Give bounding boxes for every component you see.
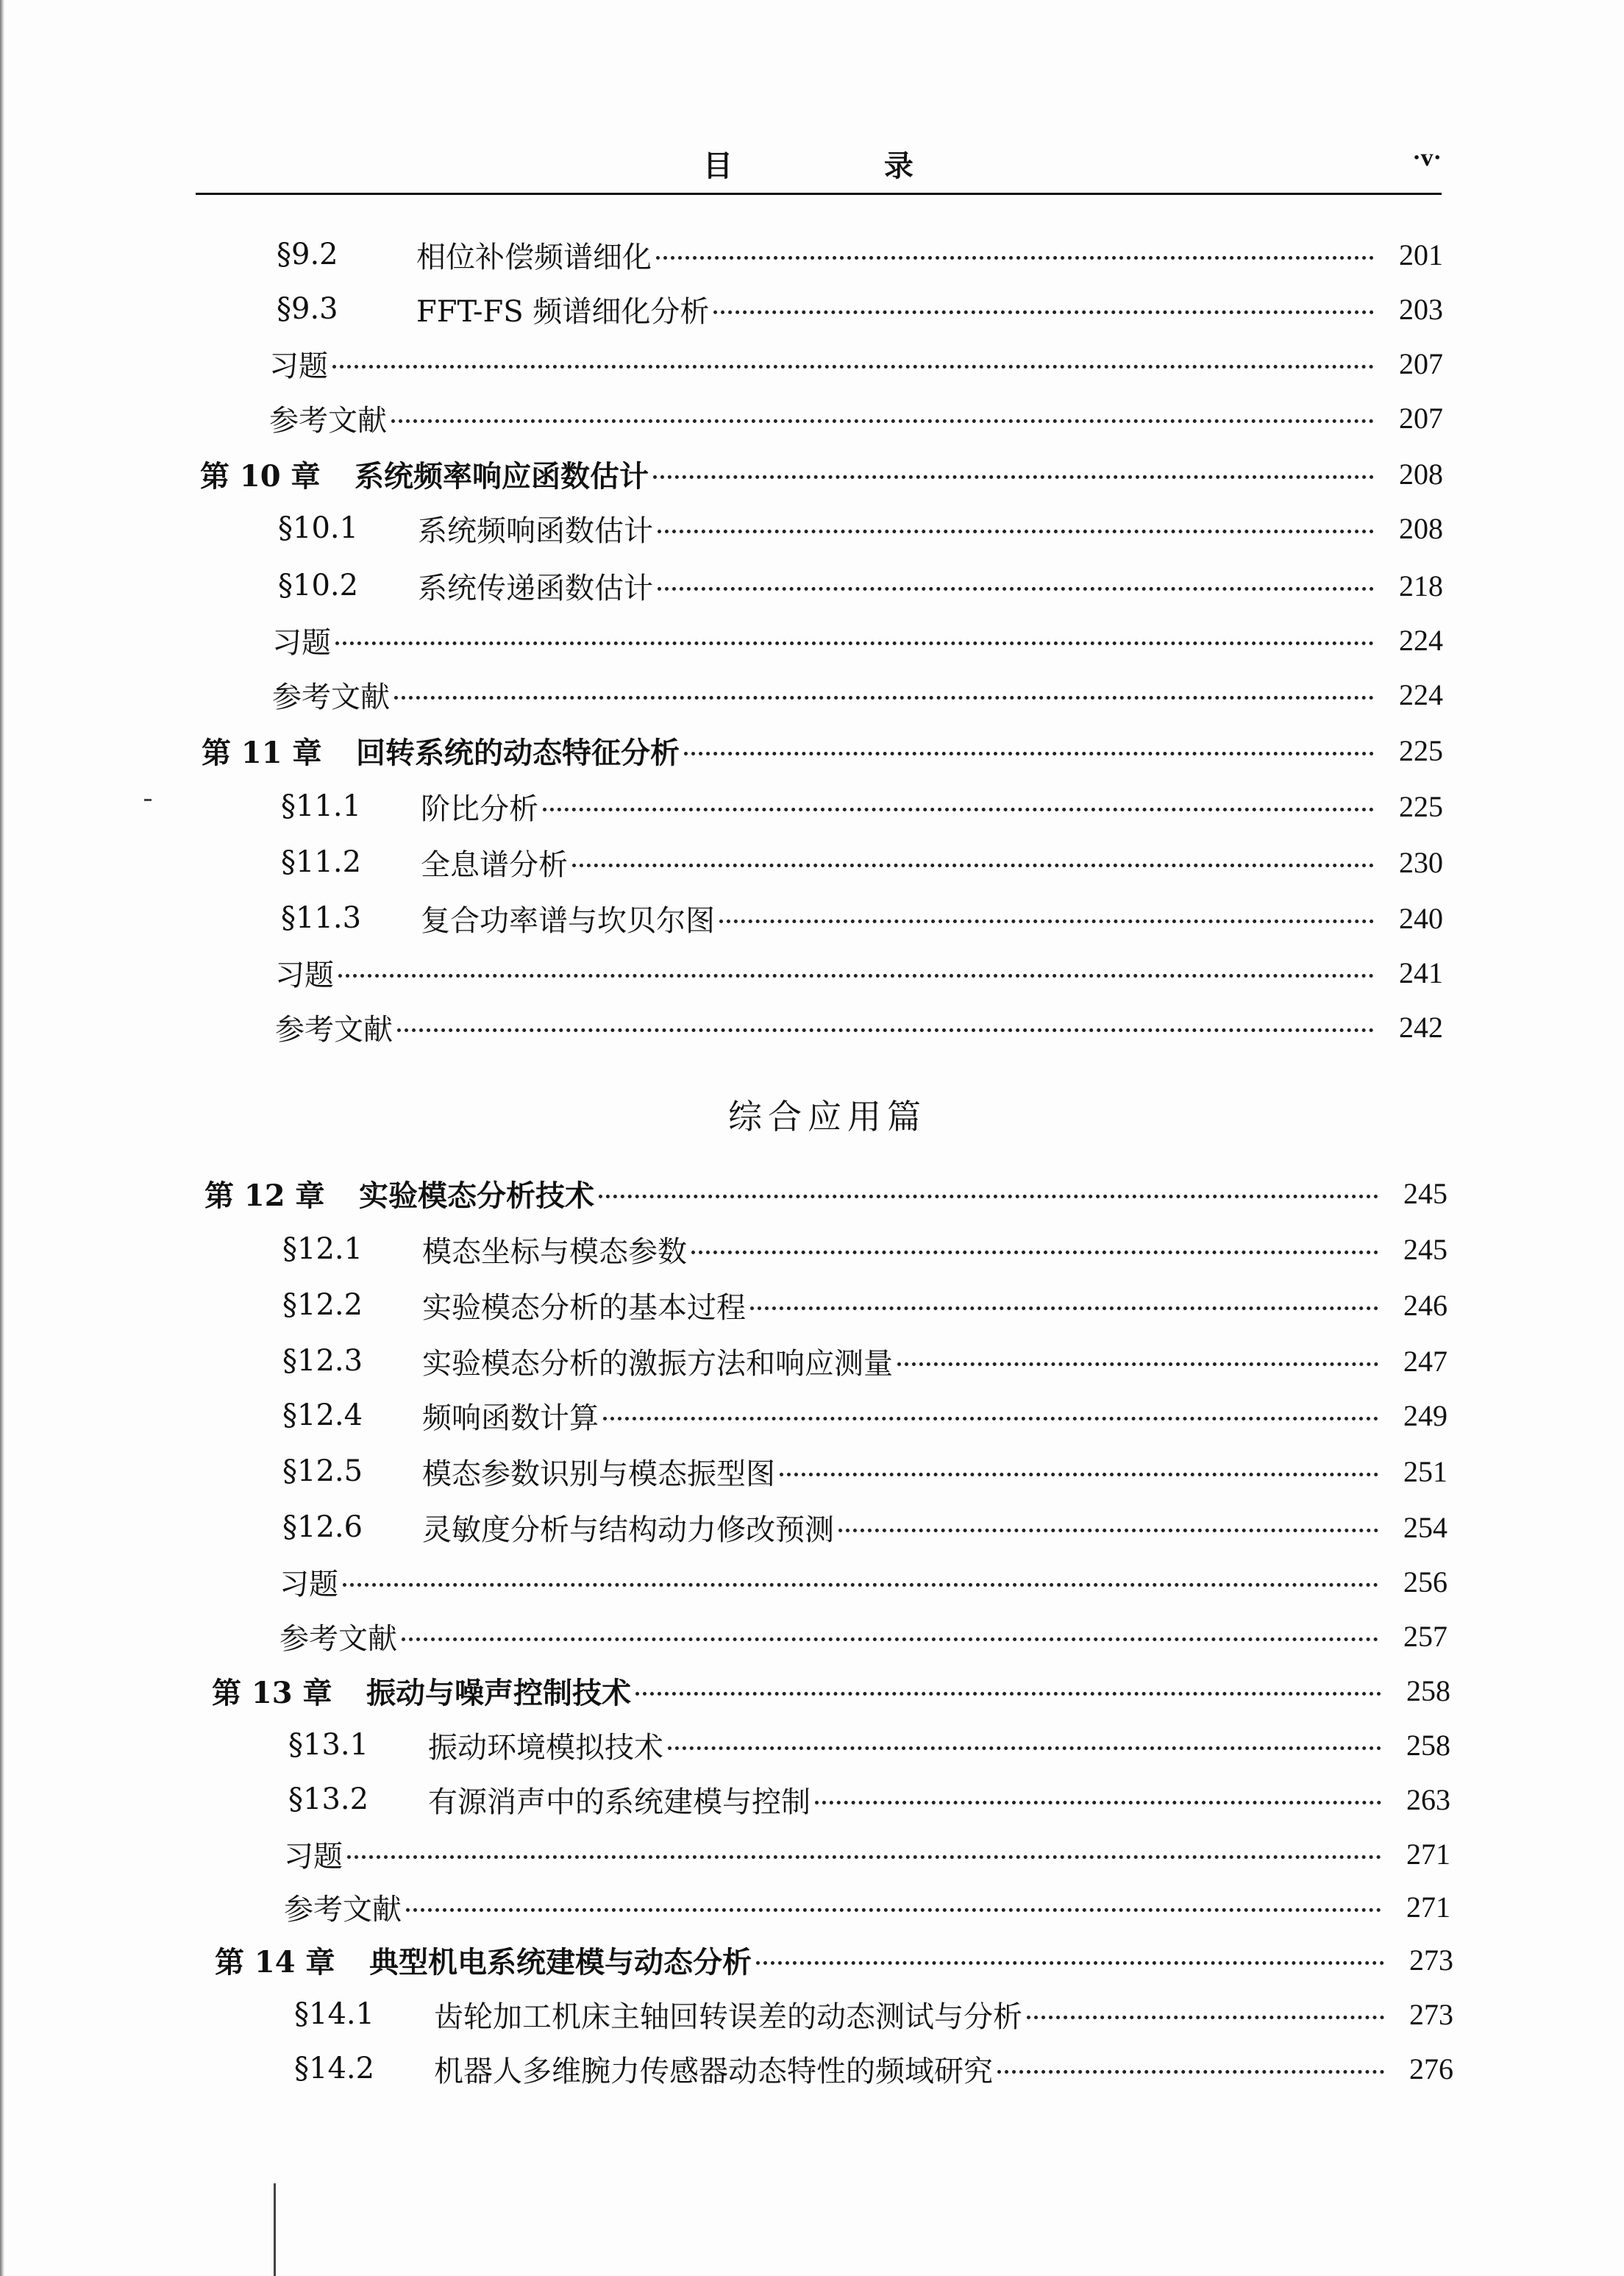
part-title: 综合应用篇 [728, 1097, 927, 1137]
toc-entry-label [282, 1395, 599, 1437]
section-title: 复合功率谱与坎贝尔图 [421, 903, 715, 938]
toc-entry-misc [284, 1885, 1450, 1929]
section-title: 相位补偿频谱细化 [416, 240, 652, 274]
page-left-edge-shadow [0, 0, 4, 2276]
dot-leader [684, 752, 1374, 755]
toc-entry-sec [282, 1449, 1447, 1493]
page-number: 241 [1399, 956, 1443, 989]
toc-entry-label [281, 897, 715, 939]
toc-entry-sec [294, 1992, 1453, 2036]
toc-entry-sec [282, 1339, 1447, 1383]
toc-entry-sec [288, 1723, 1450, 1767]
chapter-number: 第 10 章 [200, 458, 321, 494]
section-number: §12.2 [282, 1288, 363, 1322]
section-title: 全息谱分析 [421, 847, 568, 882]
misc-title: 参考文献 [284, 1892, 402, 1927]
section-number: §13.1 [288, 1728, 369, 1762]
page-number: 257 [1403, 1619, 1447, 1653]
section-title: 频响函数计算 [422, 1401, 599, 1435]
toc-entry-misc [275, 950, 1443, 995]
toc-entry-sec [277, 232, 1443, 277]
toc-entry-misc [275, 1005, 1443, 1049]
toc-entry-label [282, 1451, 775, 1493]
section-title: 实验模态分析的基本过程 [422, 1290, 746, 1325]
section-number: §9.3 [277, 292, 338, 326]
toc-entry-sec [282, 1393, 1447, 1437]
dot-leader [635, 1692, 1381, 1696]
toc-entry-label [277, 288, 709, 330]
dot-leader [668, 1746, 1381, 1750]
dot-leader [897, 1362, 1378, 1366]
dot-leader [713, 310, 1374, 314]
section-number: §13.2 [288, 1782, 369, 1816]
section-number: §14.1 [294, 1997, 375, 2031]
toc-entry-misc [269, 341, 1443, 385]
toc-entry-chap [200, 452, 1443, 496]
section-title: FFT-FS 频谱细化分析 [416, 294, 710, 329]
dot-leader [599, 1195, 1378, 1198]
toc-entry-sec [282, 1283, 1447, 1327]
dot-leader [338, 974, 1374, 978]
toc-entry-label [202, 730, 680, 772]
toc-entry-label [282, 1284, 746, 1326]
chapter-number: 第 12 章 [204, 1178, 325, 1213]
section-number: §12.5 [282, 1454, 363, 1488]
page-number: 245 [1403, 1176, 1447, 1210]
toc-entry-label [269, 343, 328, 385]
toc-entry-label [200, 453, 649, 495]
toc-entry-sec [277, 287, 1443, 331]
page-number: 225 [1399, 789, 1443, 823]
misc-title: 参考文献 [275, 1012, 393, 1047]
section-title: 机器人多维腕力传感器动态特性的频域研究 [434, 2054, 993, 2088]
toc-entry-chap [215, 1938, 1453, 1982]
section-number: §11.2 [281, 845, 362, 879]
toc-entry-misc [279, 1614, 1447, 1658]
toc-entry-label [282, 1228, 687, 1270]
section-title: 灵敏度分析与结构动力修改预测 [422, 1512, 834, 1547]
dot-leader [543, 808, 1374, 811]
dot-leader [815, 1801, 1381, 1804]
header-page-numeral: ·v· [1412, 144, 1442, 171]
toc-entry-label [282, 1507, 834, 1548]
page-number: 207 [1399, 401, 1443, 435]
dot-leader [719, 920, 1374, 923]
misc-title: 习题 [275, 958, 334, 992]
page-number: 207 [1399, 346, 1443, 380]
toc-entry-sec [282, 1505, 1447, 1549]
dot-leader [658, 530, 1374, 533]
page-number: 271 [1406, 1890, 1450, 1924]
toc-entry-sec [288, 1777, 1450, 1821]
dot-leader [656, 256, 1374, 260]
chapter-title: 振动与噪声控制技术 [366, 1675, 631, 1710]
running-header [196, 137, 1442, 188]
page-number: 273 [1409, 1997, 1453, 2031]
toc-entry-label [281, 842, 568, 883]
toc-entry-label [288, 1724, 663, 1766]
page-number: 263 [1406, 1782, 1450, 1816]
toc-entry-misc [279, 1560, 1447, 1604]
page-number: 224 [1399, 623, 1443, 657]
toc-entry-sec [281, 840, 1443, 884]
page-number: 240 [1399, 901, 1443, 935]
page-number: 249 [1403, 1398, 1447, 1432]
dot-leader [397, 1028, 1374, 1032]
dot-leader [332, 365, 1374, 369]
header-title: 目 录 [703, 149, 984, 183]
toc-entry-sec [278, 506, 1443, 550]
toc-entry-misc [272, 618, 1443, 662]
toc-entry-label [284, 1833, 343, 1875]
page-number: 258 [1406, 1674, 1450, 1707]
toc-entry-sec [278, 563, 1443, 608]
toc-entry-label [288, 1779, 811, 1821]
page-number: 251 [1403, 1454, 1447, 1488]
section-number: §11.1 [281, 789, 362, 823]
dot-leader [343, 1583, 1378, 1587]
dot-leader [691, 1251, 1378, 1254]
section-title: 系统频响函数估计 [418, 513, 653, 548]
toc-entry-misc [284, 1832, 1450, 1876]
section-number: §10.1 [278, 511, 359, 545]
page-number: 208 [1399, 511, 1443, 545]
page-number: 254 [1403, 1510, 1447, 1544]
toc-entry-label [275, 952, 334, 994]
dot-leader [658, 587, 1374, 591]
section-title: 模态坐标与模态参数 [422, 1234, 687, 1269]
dot-leader [394, 696, 1374, 700]
dot-leader [347, 1855, 1381, 1859]
toc-entry-label [272, 674, 390, 716]
section-title: 有源消声中的系统建模与控制 [428, 1785, 811, 1819]
toc-entry-label [284, 1886, 402, 1928]
toc-entry-label [204, 1173, 594, 1215]
section-title: 齿轮加工机床主轴回转误差的动态测试与分析 [434, 1999, 1022, 2034]
dot-leader [750, 1306, 1378, 1310]
toc-entry-label [272, 619, 331, 661]
chapter-number: 第 13 章 [212, 1675, 332, 1710]
dot-leader [997, 2070, 1384, 2074]
dot-leader [406, 1908, 1381, 1912]
toc-entry-chap [212, 1668, 1450, 1713]
misc-title: 参考文献 [279, 1621, 397, 1656]
misc-title: 习题 [284, 1839, 343, 1874]
chapter-title: 典型机电系统建模与动态分析 [369, 1944, 752, 1980]
section-number: §9.2 [277, 238, 338, 271]
page-number: 256 [1403, 1565, 1447, 1598]
dot-leader [603, 1417, 1378, 1420]
section-number: §12.1 [282, 1232, 363, 1266]
page-number: 203 [1399, 292, 1443, 326]
toc-entry-label [278, 565, 653, 607]
toc-entry-label [212, 1670, 631, 1712]
toc-entry-chap [202, 728, 1443, 772]
section-title: 阶比分析 [421, 792, 538, 826]
chapter-number: 第 14 章 [215, 1944, 335, 1980]
toc-entry-label [281, 786, 538, 828]
chapter-number: 第 11 章 [202, 735, 322, 770]
page-number: 271 [1406, 1837, 1450, 1871]
dot-leader [1027, 2016, 1384, 2019]
scan-gutter-line [274, 2183, 276, 2276]
toc-entry-sec [281, 896, 1443, 940]
toc-entry-label [294, 1994, 1022, 2035]
page-number: 230 [1399, 845, 1443, 879]
section-number: §14.2 [294, 2052, 375, 2085]
toc-entry-sec [281, 784, 1443, 828]
toc-entry-label [279, 1615, 397, 1657]
page-number: 258 [1406, 1728, 1450, 1762]
page-number: 246 [1403, 1288, 1447, 1322]
scan-speck [144, 799, 152, 801]
section-title: 系统传递函数估计 [418, 571, 653, 605]
section-title: 振动环境模拟技术 [428, 1730, 663, 1765]
toc-entry-label [294, 2048, 993, 2090]
toc-entry-label [278, 508, 653, 550]
chapter-title: 实验模态分析技术 [359, 1178, 594, 1213]
page-number: 276 [1409, 2052, 1453, 2085]
dot-leader [756, 1961, 1384, 1965]
toc-entry-label [269, 397, 387, 439]
toc-entry-label [275, 1006, 393, 1048]
misc-title: 参考文献 [269, 403, 387, 438]
toc-entry-misc [269, 396, 1443, 440]
page-number: 224 [1399, 678, 1443, 711]
toc-entry-label [282, 1340, 893, 1382]
dot-leader [391, 419, 1374, 423]
section-number: §12.6 [282, 1510, 363, 1544]
toc-entry-label [279, 1561, 338, 1603]
misc-title: 习题 [272, 625, 331, 660]
section-title: 实验模态分析的激振方法和响应测量 [422, 1346, 893, 1381]
toc-entry-label [277, 234, 652, 276]
section-title: 模态参数识别与模态振型图 [422, 1457, 775, 1491]
chapter-title: 系统频率响应函数估计 [355, 458, 649, 494]
dot-leader [838, 1529, 1378, 1532]
dot-leader [402, 1637, 1378, 1641]
page-number: 225 [1399, 733, 1443, 767]
misc-title: 习题 [279, 1567, 338, 1601]
section-number: §12.3 [282, 1344, 363, 1378]
toc-entry-misc [272, 672, 1443, 716]
section-number: §11.3 [281, 901, 362, 935]
page-number: 273 [1409, 1943, 1453, 1977]
page-number: 218 [1399, 569, 1443, 602]
misc-title: 参考文献 [272, 680, 390, 714]
page-number: 245 [1403, 1232, 1447, 1266]
section-number: §10.2 [278, 569, 359, 602]
chapter-title: 回转系统的动态特征分析 [356, 735, 680, 770]
page-number: 247 [1403, 1344, 1447, 1378]
dot-leader [780, 1473, 1378, 1476]
toc-entry-label [215, 1939, 752, 1981]
dot-leader [335, 641, 1374, 645]
page-number: 208 [1399, 457, 1443, 491]
section-number: §12.4 [282, 1398, 363, 1432]
toc-entry-sec [294, 2046, 1453, 2091]
header-rule [196, 193, 1442, 195]
misc-title: 习题 [269, 349, 328, 383]
toc-entry-sec [282, 1227, 1447, 1271]
page-number: 242 [1399, 1010, 1443, 1044]
dot-leader [572, 864, 1374, 867]
page-number: 201 [1399, 238, 1443, 271]
dot-leader [653, 475, 1374, 479]
toc-entry-chap [204, 1171, 1447, 1215]
